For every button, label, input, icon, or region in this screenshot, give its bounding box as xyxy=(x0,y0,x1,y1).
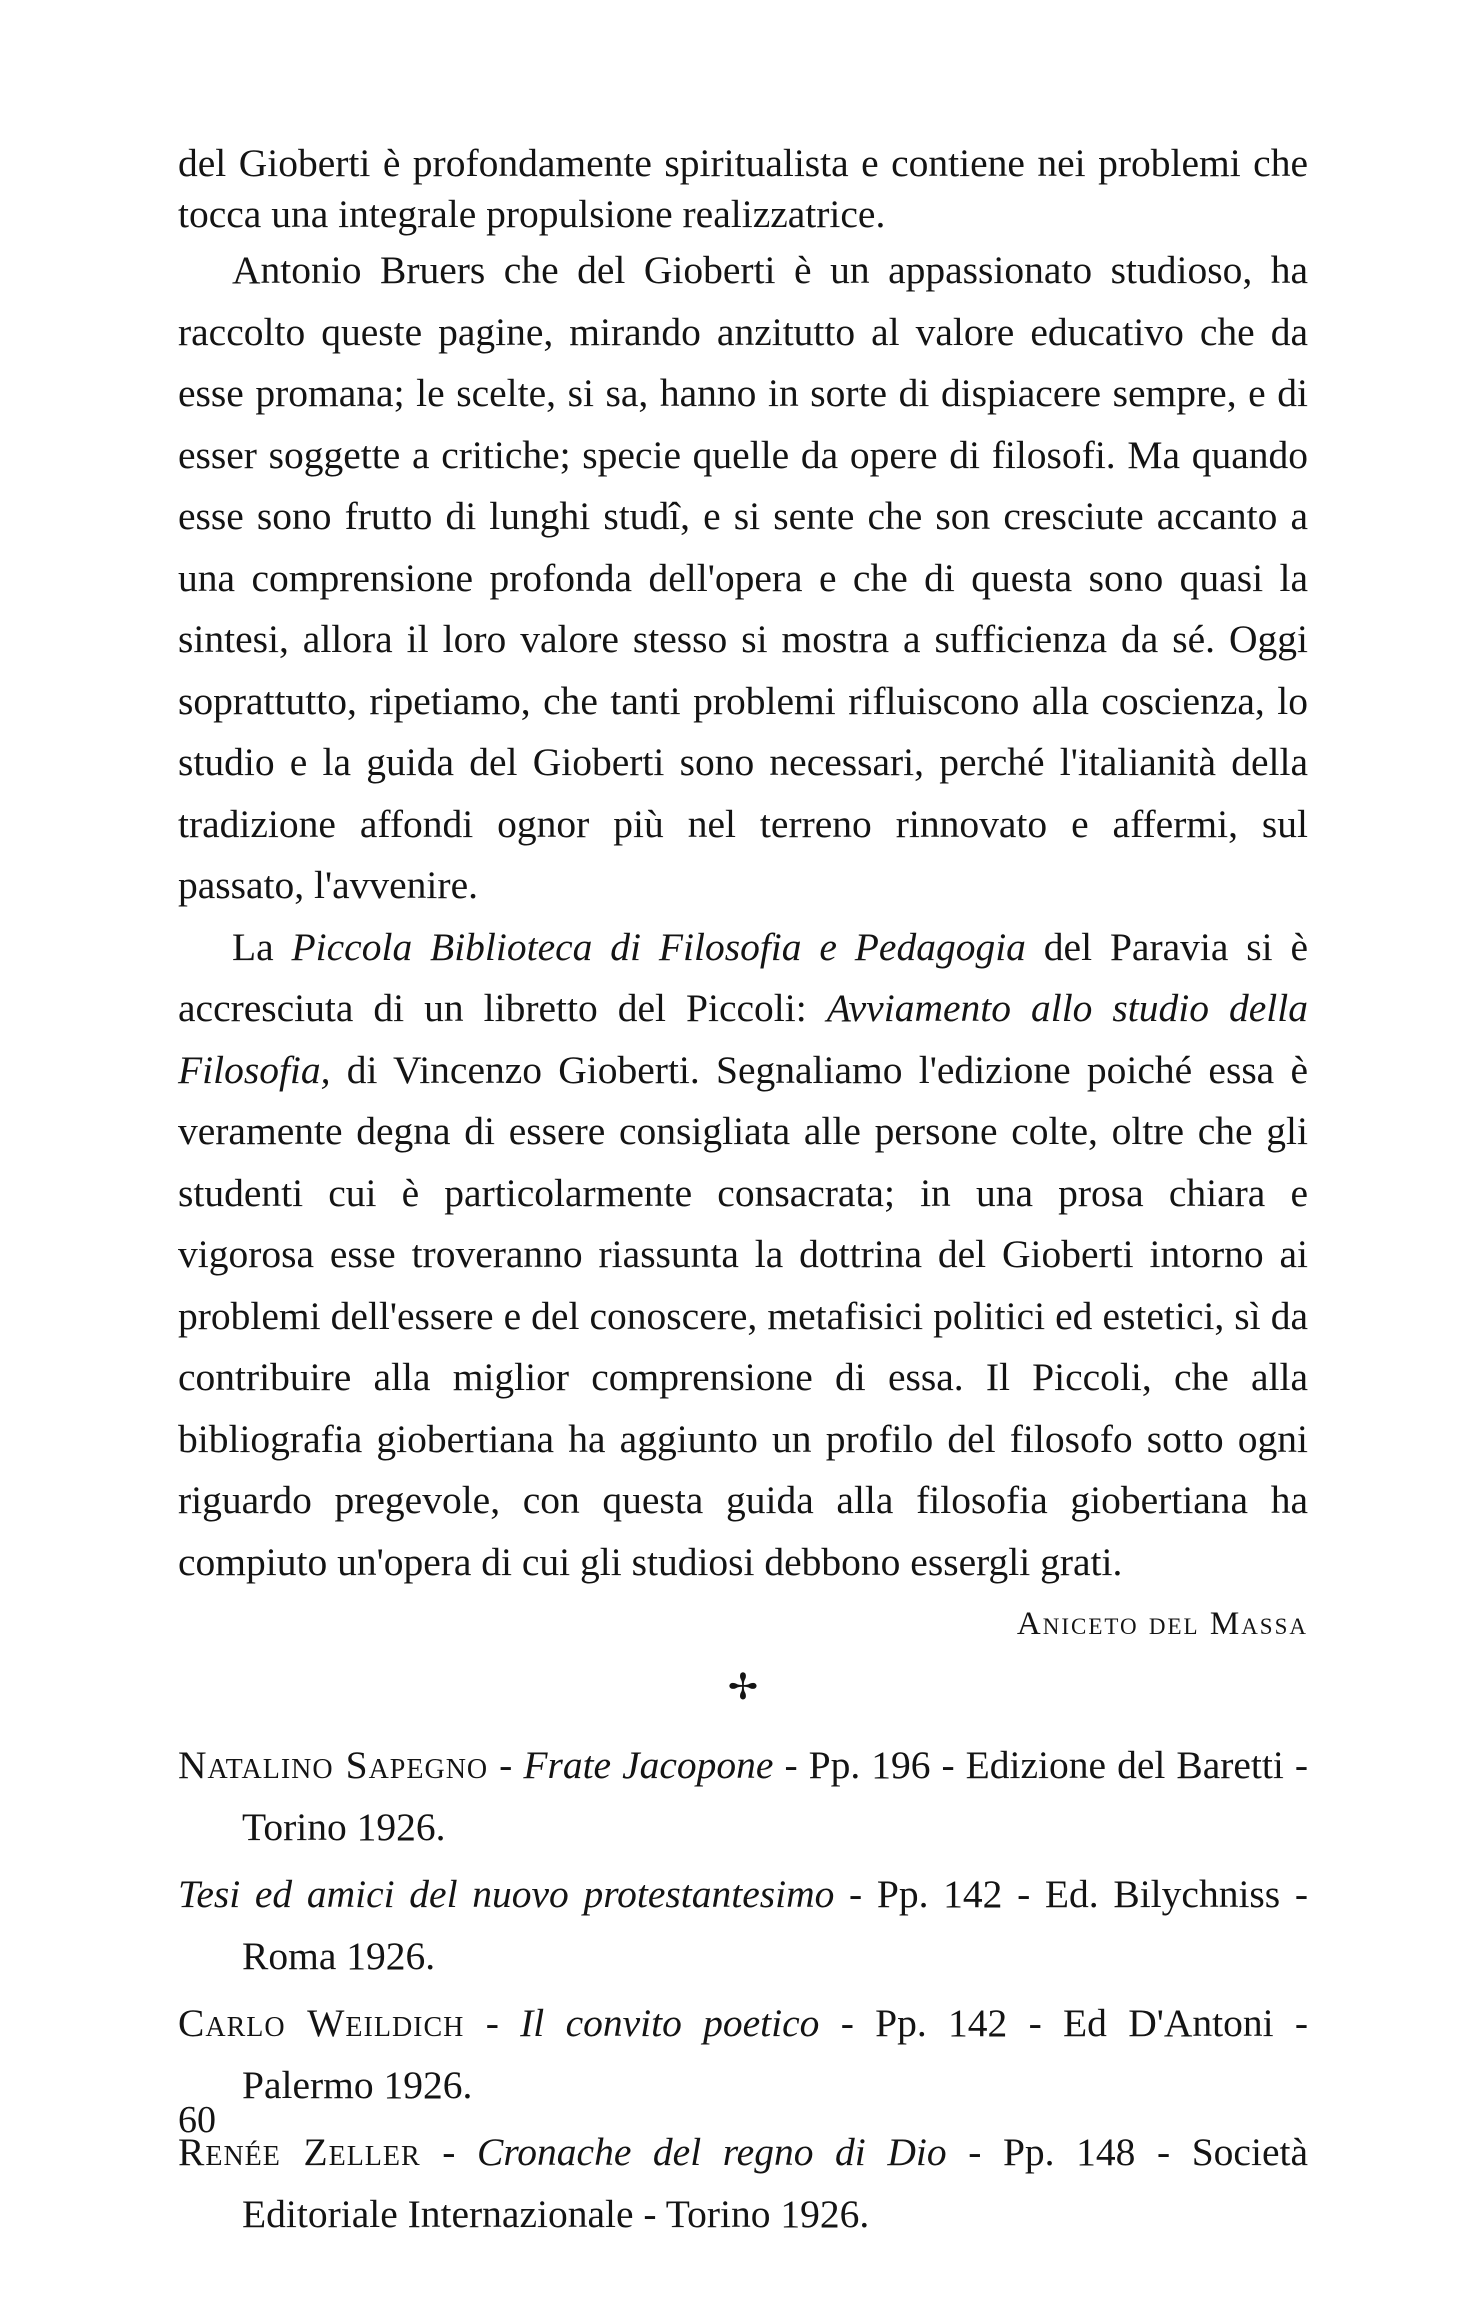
book-title: Avviamento allo studio della Filosofia, xyxy=(178,986,1308,1092)
book-details: - Pp. 142 - Ed. Bilychniss - Roma 1926. xyxy=(242,1872,1308,1978)
paragraph-text: del Paravia si è accresciuta di un libretto del Piccoli: xyxy=(178,924,1309,1030)
book-title: Il convito poetico xyxy=(520,2001,820,2045)
book-entry xyxy=(178,1993,1308,2116)
book-entry xyxy=(178,1864,1308,1987)
section-separator: ✢ xyxy=(727,1667,759,1707)
book-title: Frate Jacopone xyxy=(523,1743,774,1787)
book-author: Natalino Sapegno xyxy=(178,1743,489,1787)
book-entry xyxy=(178,2122,1308,2245)
paragraph-piccola-biblioteca xyxy=(178,917,1308,1594)
book-sep: - xyxy=(488,1743,524,1787)
book-entry xyxy=(178,1735,1308,1858)
paragraph-bruers: Antonio Bruers che del Gioberti è un appassionato studioso, ha raccolto queste pagine, mirando anzitutto al valore educativo che da esse promana; le scelte, si sa, hanno in sorte di dispiacere sempre, e di esser soggette a critiche; specie quelle da opere di filosofi. Ma quando esse sono frutto di lunghi studî, e si sente che son cresciute accanto a una comprensione profonda dell'opera e che di questa sono quasi la sintesi, allora il loro valore stesso si mostra a sufficienza da sé. Oggi soprattutto, ripetiamo, che tanti problemi rifluiscono alla coscienza, lo studio e la guida del Gioberti sono necessari, perché l'italianità della tradizione affondi ognor più nel terreno rinnovato e affermi, sul passato, l'avvenire. xyxy=(178,248,1308,907)
page-number: 60 xyxy=(178,2099,216,2141)
book-title: Cronache del regno di Dio xyxy=(477,2130,947,2174)
paragraph-continuation: del Gioberti è profondamente spiritualista e contiene nei problemi che tocca una integrale propulsione realizzatrice. xyxy=(178,141,1308,236)
paragraph-text: La xyxy=(232,924,292,969)
book-author: Carlo Weildich xyxy=(178,2001,465,2045)
book-sep: - xyxy=(420,2130,478,2174)
series-title: Piccola Biblioteca di Filosofia e Pedagogia xyxy=(291,924,1026,969)
paragraph-text: di Vincenzo Gioberti. Segnaliamo l'edizione poiché essa è veramente degna di essere consigliata alle persone colte, oltre che gli studenti cui è particolarmente consacrata; in una prosa chiara e vigorosa esse troveranno riassunta la dottrina del Gioberti intorno ai problemi dell'essere e del conoscere, metafisici politici ed estetici, sì da contribuire alla miglior comprensione di essa. Il Piccoli, che alla bibliografia giobertiana ha aggiunto un profilo del filosofo sotto ogni riguardo pregevole, con questa guida alla filosofia giobertiana ha compiuto un'opera di cui gli studiosi debbono essergli grati. xyxy=(178,1047,1308,1584)
book-details: - Pp. 196 - Edizione del Baretti - Torino 1926. xyxy=(242,1743,1308,1849)
book-title: Tesi ed amici del nuovo protestantesimo xyxy=(178,1872,835,1916)
book-details: - Pp. 148 - Società Editoriale Internazionale - Torino 1926. xyxy=(242,2130,1308,2236)
page-body xyxy=(178,138,1308,2251)
book-author: Renée Zeller xyxy=(178,2130,421,2174)
books-received-list xyxy=(178,1735,1308,2245)
book-details: - Pp. 142 - Ed D'Antoni - Palermo 1926. xyxy=(242,2001,1309,2107)
author-signature: Aniceto del Massa xyxy=(1016,1606,1308,1642)
book-sep: - xyxy=(464,2001,521,2045)
